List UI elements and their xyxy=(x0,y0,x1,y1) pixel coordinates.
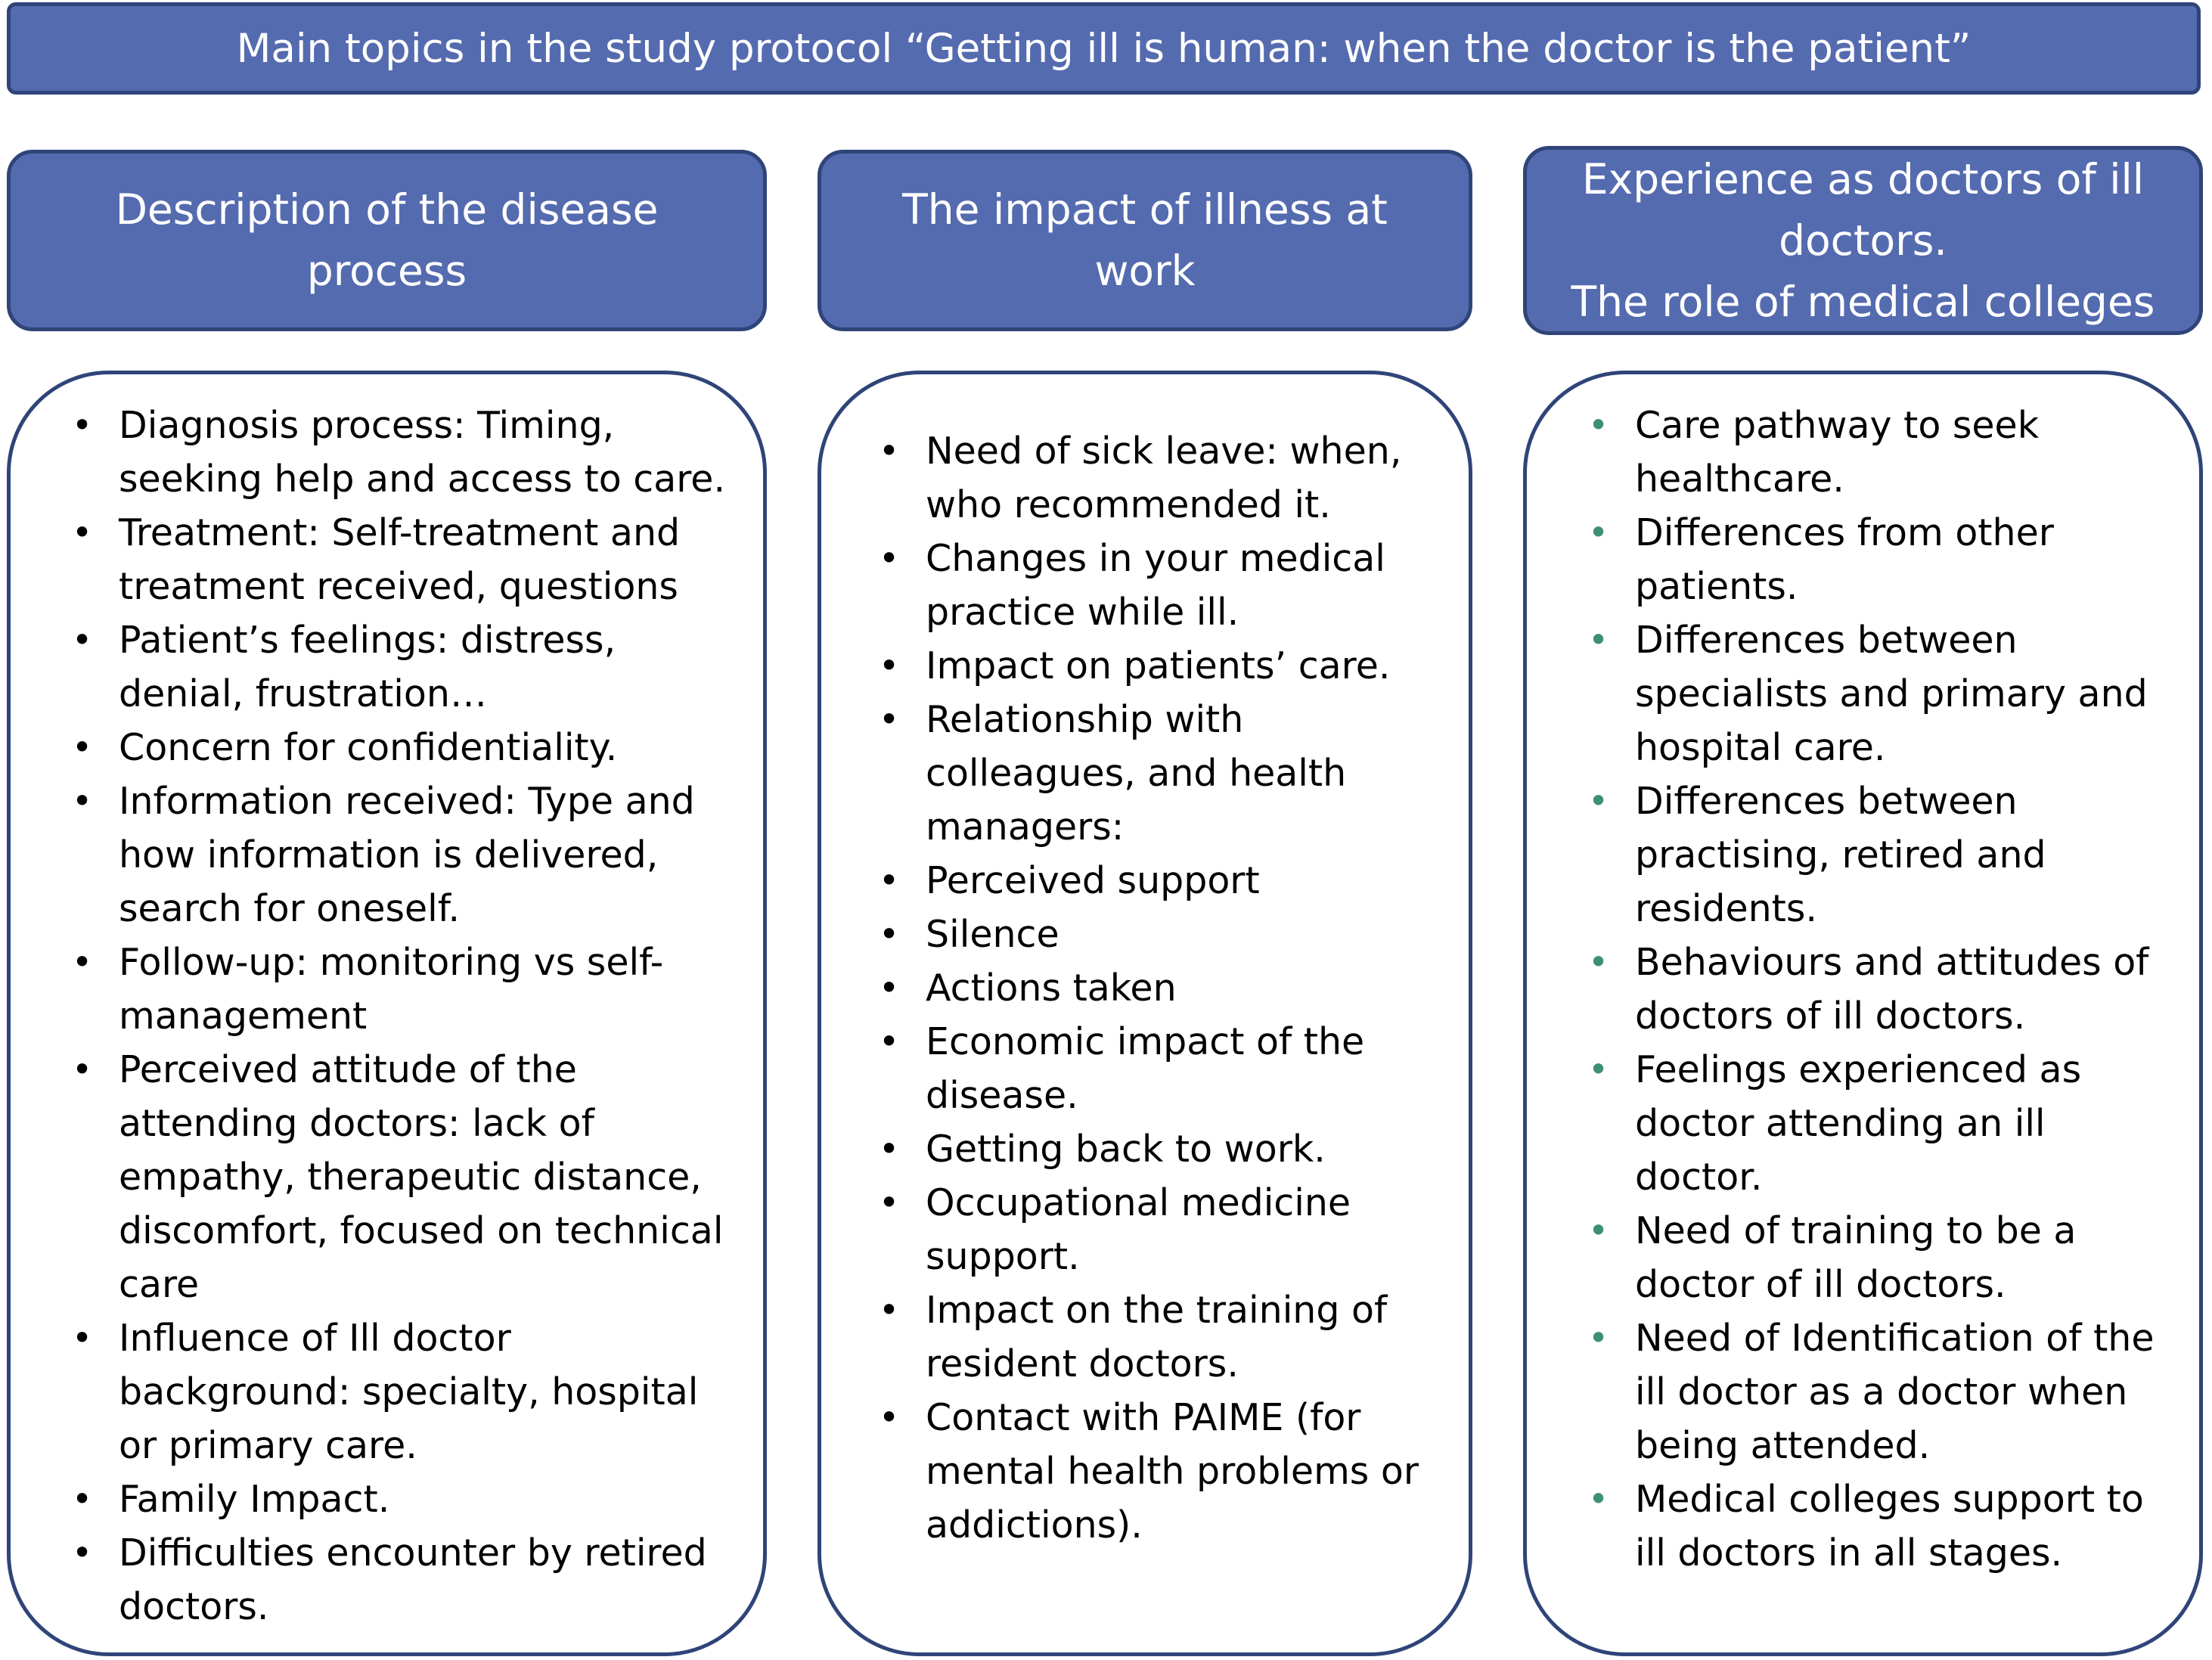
topic-item xyxy=(1584,935,2181,1043)
bullet-dot-icon: • xyxy=(72,1317,93,1358)
bullet-dot-icon: • xyxy=(879,430,900,471)
topic-box-disease-process xyxy=(7,371,767,1656)
bullet-dot-icon: • xyxy=(72,619,93,660)
bullet-dot-icon: • xyxy=(72,1532,93,1573)
topic-item xyxy=(874,1176,1449,1283)
diagram-title: Main topics in the study protocol “Getting ill is human: when the doctor is the patient” xyxy=(7,2,2201,95)
bullet-dot-icon: • xyxy=(1588,619,1609,660)
heading-line: Description of the disease xyxy=(115,185,659,234)
bullet-dot-icon: • xyxy=(1588,405,1609,445)
topic-item-text: Relationship with colleagues, and health managers: xyxy=(926,698,1347,849)
heading-line: process xyxy=(306,247,467,295)
bullet-dot-icon: • xyxy=(879,1182,900,1223)
topic-item xyxy=(1584,399,2181,506)
topic-item-text: Impact on the training of resident doctors. xyxy=(926,1289,1388,1385)
bullet-dot-icon: • xyxy=(1588,1317,1609,1358)
topic-item-text: Need of sick leave: when, who recommended it. xyxy=(926,430,1402,526)
topic-item-text: Difficulties encounter by retired doctors. xyxy=(119,1531,707,1628)
topic-item-text: Information received: Type and how information is delivered, search for oneself. xyxy=(119,780,695,930)
topic-item xyxy=(874,1015,1449,1122)
column-heading-doctors-of-ill-doctors xyxy=(1523,146,2203,335)
topic-item xyxy=(67,1043,733,1311)
topic-item-text: Family Impact. xyxy=(119,1478,390,1521)
column-heading-disease-process xyxy=(7,150,767,331)
bullet-dot-icon: • xyxy=(1588,512,1609,553)
topic-item-text: Need of training to be a doctor of ill doctors. xyxy=(1635,1209,2077,1306)
bullet-dot-icon: • xyxy=(879,1289,900,1330)
topic-item xyxy=(874,1283,1449,1391)
topic-item-text: Diagnosis process: Timing, seeking help and access to care. xyxy=(119,404,726,501)
topic-item xyxy=(1584,1311,2181,1472)
topic-item xyxy=(874,639,1449,693)
topic-item xyxy=(874,1122,1449,1176)
topic-item xyxy=(874,854,1449,908)
topic-item xyxy=(67,774,733,935)
topic-item xyxy=(874,424,1449,532)
heading-line: The impact of illness at xyxy=(902,185,1388,234)
topic-item-text: Occupational medicine support. xyxy=(926,1181,1351,1278)
topic-item-text: Feelings experienced as doctor attending an ill doctor. xyxy=(1635,1048,2082,1199)
bullet-dot-icon: • xyxy=(1588,780,1609,821)
topic-list xyxy=(67,399,733,1634)
bullet-dot-icon: • xyxy=(72,405,93,445)
topic-item-text: Patient’s feelings: distress, denial, frustration… xyxy=(119,619,616,715)
topic-item-text: Concern for confidentiality. xyxy=(119,726,618,769)
topic-item-text: Differences from other patients. xyxy=(1635,511,2054,608)
bullet-dot-icon: • xyxy=(1588,1478,1609,1519)
bullet-dot-icon: • xyxy=(72,727,93,768)
bullet-dot-icon: • xyxy=(72,1478,93,1519)
bullet-dot-icon: • xyxy=(879,538,900,579)
bullet-dot-icon: • xyxy=(879,860,900,901)
heading-line: work xyxy=(1094,247,1196,295)
bullet-dot-icon: • xyxy=(879,914,900,954)
topic-item xyxy=(67,935,733,1043)
bullet-dot-icon: • xyxy=(879,699,900,740)
heading-line: Experience as doctors of ill xyxy=(1581,154,2145,203)
bullet-dot-icon: • xyxy=(72,1049,93,1090)
bullet-dot-icon: • xyxy=(72,942,93,982)
topic-item xyxy=(1584,506,2181,613)
topic-item-text: Differences between practising, retired and residents. xyxy=(1635,780,2046,930)
bullet-dot-icon: • xyxy=(1588,1049,1609,1090)
topic-item-text: Economic impact of the disease. xyxy=(926,1020,1365,1117)
topic-item xyxy=(67,506,733,613)
bullet-dot-icon: • xyxy=(72,512,93,553)
topic-list xyxy=(874,424,1449,1552)
topic-item xyxy=(1584,1472,2181,1580)
topic-item xyxy=(1584,1204,2181,1311)
topic-item-text: Differences between specialists and primary and hospital care. xyxy=(1635,619,2148,769)
topic-item-text: Care pathway to seek healthcare. xyxy=(1635,404,2040,501)
topic-item-text: Changes in your medical practice while ill. xyxy=(926,537,1385,634)
topic-item-text: Need of Identification of the ill doctor as a doctor when being attended. xyxy=(1635,1317,2155,1467)
bullet-dot-icon: • xyxy=(1588,942,1609,982)
topic-item-text: Follow-up: monitoring vs self- management xyxy=(119,941,664,1038)
topic-list xyxy=(1584,399,2181,1580)
topic-item-text: Behaviours and attitudes of doctors of ill doctors. xyxy=(1635,941,2149,1038)
topic-item-text: Getting back to work. xyxy=(926,1128,1326,1171)
topic-box-impact-at-work xyxy=(817,371,1472,1656)
topic-item xyxy=(874,961,1449,1015)
topic-item-text: Perceived support xyxy=(926,859,1260,902)
topic-item xyxy=(1584,613,2181,774)
topic-item xyxy=(67,1526,733,1634)
topic-item-text: Influence of Ill doctor background: specialty, hospital or primary care. xyxy=(119,1317,699,1467)
topic-item-text: Contact with PAIME (for mental health problems or addictions). xyxy=(926,1396,1419,1547)
topic-item xyxy=(1584,1043,2181,1204)
topic-item xyxy=(67,1311,733,1472)
topic-item xyxy=(67,399,733,506)
heading-line: doctors. xyxy=(1779,216,1947,265)
bullet-dot-icon: • xyxy=(879,1397,900,1438)
topic-item-text: Medical colleges support to ill doctors in all stages. xyxy=(1635,1478,2144,1575)
topic-item-text: Treatment: Self-treatment and treatment received, questions xyxy=(119,511,681,608)
topic-item xyxy=(874,693,1449,854)
topic-item-text: Silence xyxy=(926,913,1059,956)
topic-item xyxy=(1584,774,2181,935)
topic-item-text: Perceived attitude of the attending doctors: lack of empathy, therapeutic distance, discomfort, focused on technical care xyxy=(119,1048,724,1306)
topic-item xyxy=(874,908,1449,961)
bullet-dot-icon: • xyxy=(879,1128,900,1169)
bullet-dot-icon: • xyxy=(1588,1210,1609,1251)
topic-item-text: Impact on patients’ care. xyxy=(926,644,1391,687)
topic-item xyxy=(67,613,733,721)
bullet-dot-icon: • xyxy=(879,1021,900,1062)
topic-box-doctors-of-ill-doctors xyxy=(1523,371,2203,1656)
topic-item xyxy=(67,1472,733,1526)
bullet-dot-icon: • xyxy=(879,645,900,686)
topic-item xyxy=(874,1391,1449,1552)
bullet-dot-icon: • xyxy=(879,967,900,1008)
column-heading-impact-at-work xyxy=(817,150,1472,331)
heading-line: The role of medical colleges xyxy=(1571,277,2155,326)
topic-item-text: Actions taken xyxy=(926,967,1177,1010)
topic-item xyxy=(67,721,733,774)
topic-item xyxy=(874,532,1449,639)
bullet-dot-icon: • xyxy=(72,780,93,821)
